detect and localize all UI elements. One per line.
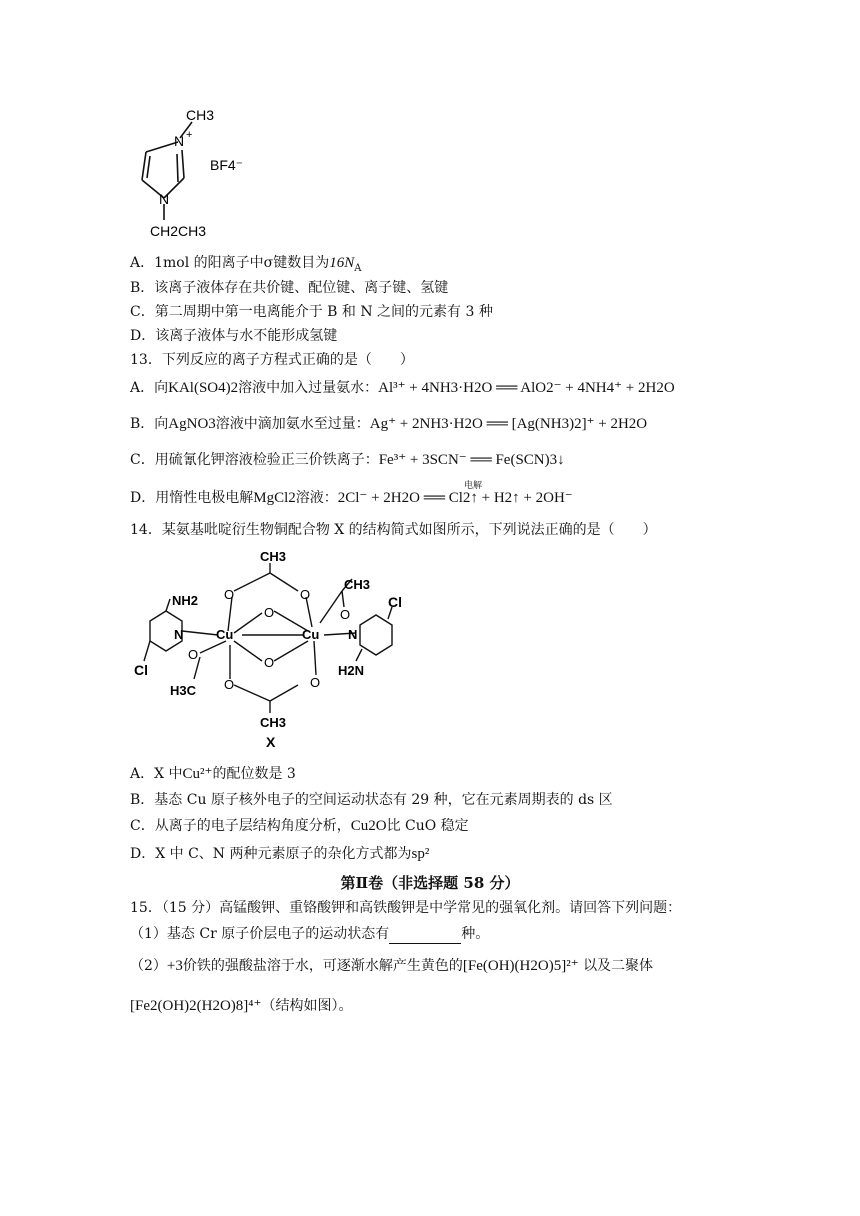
svg-text:+: + <box>186 129 193 141</box>
h2n-right: H2N <box>338 663 365 678</box>
o-left-lower: O <box>188 647 199 662</box>
o-right-small: O <box>340 607 351 622</box>
ch3-top: CH3 <box>260 549 287 564</box>
q14-option-b: B．基态 Cu 原子核外电子的空间运动状态有 29 种，它在元素周期表的 ds 区 <box>130 792 613 808</box>
n-plus-label: N <box>174 133 185 149</box>
q13-option-a: A．向KAl(SO4)2溶液中加入过量氨水：Al³⁺ + 4NH3·H2O ══ AlO2⁻ + 4NH4⁺ + 2H2O <box>130 380 675 396</box>
n-right: N <box>348 627 358 642</box>
q12-option-b: B．该离子液体存在共价键、配位键、离子键、氢键 <box>130 280 449 296</box>
ch3-right: CH3 <box>344 577 371 592</box>
q12-option-c: C．第二周期中第一电离能介于 B 和 N 之间的元素有 3 种 <box>130 304 493 320</box>
o-bottom-left: O <box>224 677 235 692</box>
ethyl-label: CH2CH3 <box>150 223 207 239</box>
q12-option-d: D．该离子液体与水不能形成氢键 <box>130 328 338 344</box>
q14-stem: 14．某氨基吡啶衍生物铜配合物 X 的结构简式如图所示，下列说法正确的是（ ） <box>130 522 657 538</box>
cl-right: Cl <box>388 594 402 610</box>
electrolysis-condition: 电解 <box>464 481 483 491</box>
q13-option-b: B．向AgNO3溶液中滴加氨水至过量：Ag⁺ + 2NH3·H2O ══ [Ag(NH3)2]⁺ + 2H2O <box>130 416 648 432</box>
complex-label-x: X <box>266 734 276 750</box>
q12-option-a: A．1mol 的阳离子中σ键数目为$16N_A$ <box>130 255 362 274</box>
section-heading: 第Ⅱ卷（非选择题 58 分） <box>340 874 520 892</box>
o-bridge-bottom: O <box>264 655 275 670</box>
o-top-left: O <box>224 587 235 602</box>
methyl-label: CH3 <box>186 107 215 123</box>
q13-stem: 13．下列反应的离子方程式正确的是（ ） <box>130 352 414 368</box>
copper-complex-structure <box>130 545 420 755</box>
ionic-liquid-structure <box>120 100 260 250</box>
q15-part2-cont: [Fe2(OH)2(H2O)8]⁴⁺（结构如图）。 <box>130 998 353 1014</box>
q15-part1: （1）基态 Cr 原子价层电子的运动状态有 种。 <box>130 926 490 942</box>
nh2-left: NH2 <box>172 593 199 608</box>
cl-left: Cl <box>134 662 148 678</box>
cu-left: Cu <box>216 627 234 642</box>
h3c-left: H3C <box>170 683 197 698</box>
q14-option-d: D．X 中 C、N 两种元素原子的杂化方式都为sp² <box>130 846 430 862</box>
q13-option-c: C．用硫氰化钾溶液检验正三价铁离子：Fe³⁺ + 3SCN⁻ ══ Fe(SCN)3↓ <box>130 452 565 468</box>
q15-stem: 15．（15 分）高锰酸钾、重铬酸钾和高铁酸钾是中学常见的强氧化剂。请回答下列问题： <box>130 900 682 916</box>
q14-option-a: A．X 中Cu²⁺的配位数是 3 <box>130 766 296 782</box>
q13-option-d: D．用惰性电极电解MgCl2溶液：2Cl⁻ + 2H2O ══ Cl2↑ + H2↑ + 2OH⁻ <box>130 490 573 506</box>
n-left: N <box>174 627 184 642</box>
answer-blank[interactable] <box>389 929 461 944</box>
q15-part2: （2）+3价铁的强酸盐溶于水，可逐渐水解产生黄色的[Fe(OH)(H2O)5]²⁺ 以及二聚体 <box>130 958 654 974</box>
o-top-right: O <box>300 587 311 602</box>
cu-right: Cu <box>302 627 320 642</box>
n-label: N <box>159 191 170 207</box>
q14-option-c: C．从离子的电子层结构角度分析，Cu2O比 CuO 稳定 <box>130 818 469 834</box>
o-bridge-top: O <box>264 605 275 620</box>
ch3-bottom: CH3 <box>260 715 287 730</box>
o-right-lower: O <box>310 675 321 690</box>
anion-label: BF4⁻ <box>210 157 244 173</box>
